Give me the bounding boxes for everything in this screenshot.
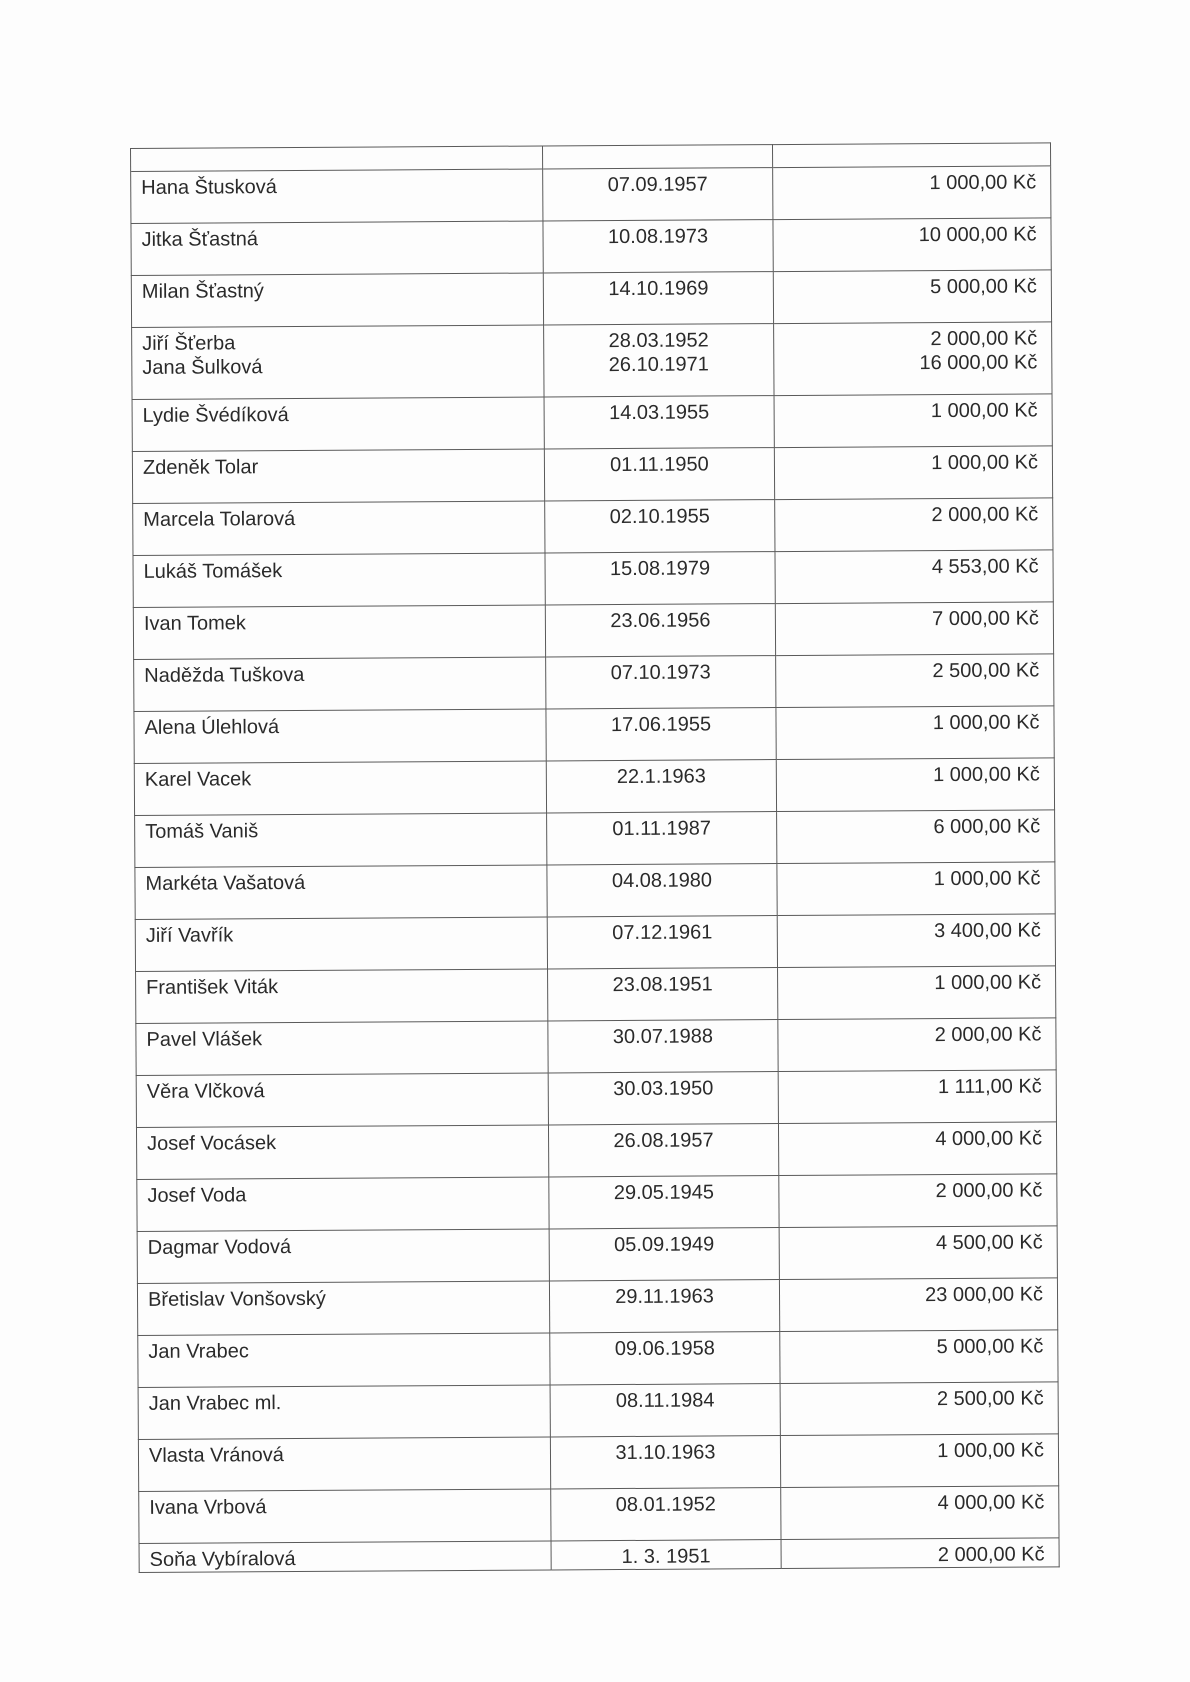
- donor-name-cell: [136, 1021, 548, 1076]
- birth-date-cell: [551, 1540, 781, 1570]
- donor-name-text: Jiří Vavřík: [145, 924, 234, 947]
- donor-name-text: Hana Štusková: [141, 176, 277, 199]
- birth-date-cell: [547, 864, 777, 917]
- donor-name-cell: [137, 1177, 549, 1232]
- donation-amount-text: 2 000,00 Kč: [934, 1023, 1042, 1047]
- donation-amount-text: 2 000,00 Kč: [930, 327, 1038, 351]
- table-row: [132, 394, 1052, 452]
- donor-name-text: Jan Vrabec: [148, 1340, 249, 1363]
- donor-table: [130, 142, 1060, 1573]
- blank-cell: [131, 146, 543, 172]
- donation-amount-cell: [774, 446, 1052, 500]
- donation-amount-text: 2 500,00 Kč: [932, 659, 1040, 683]
- blank-cell: [542, 145, 772, 169]
- donor-name-text: Karel Vacek: [144, 768, 252, 791]
- birth-date-text: 23.06.1956: [610, 609, 711, 633]
- donor-name-cell: [138, 1437, 550, 1492]
- donation-amount-text: 4 000,00 Kč: [935, 1127, 1043, 1151]
- birth-date-text: 01.11.1987: [612, 817, 712, 841]
- birth-date-cell: [544, 324, 774, 397]
- donor-name-text: Jitka Šťastná: [141, 228, 259, 251]
- table-row: [136, 1122, 1056, 1180]
- donation-amount-cell: [777, 810, 1055, 864]
- donation-amount-text: 7 000,00 Kč: [932, 607, 1039, 631]
- donation-amount-cell: [773, 218, 1051, 272]
- donation-amount-text: 23 000,00 Kč: [925, 1283, 1044, 1307]
- donor-name-text: Marcela Tolarová: [143, 507, 296, 531]
- donor-name-text: Vlasta Vránová: [148, 1444, 284, 1467]
- table-row: [137, 1278, 1057, 1336]
- donation-amount-cell: [780, 1434, 1058, 1488]
- donor-name-cell: [133, 501, 545, 556]
- donation-amount-text: 5 000,00 Kč: [930, 275, 1037, 299]
- table-row: [133, 498, 1053, 556]
- birth-date-text: 04.08.1980: [611, 869, 713, 893]
- birth-date-text: 05.09.1949: [614, 1233, 715, 1257]
- donor-name-text: Markéta Vašatová: [145, 871, 306, 895]
- birth-date-text: 1. 3. 1951: [621, 1545, 711, 1569]
- donor-name-cell: [137, 1229, 549, 1284]
- birth-date-cell: [543, 168, 773, 221]
- birth-date-text: 07.12.1961: [612, 921, 713, 945]
- birth-date-cell: [549, 1228, 779, 1281]
- table-row: [133, 550, 1053, 608]
- donor-name-cell: [132, 449, 544, 504]
- donation-amount-cell: [781, 1486, 1059, 1540]
- birth-date-cell: [551, 1488, 781, 1541]
- donor-name-cell: [135, 917, 547, 972]
- birth-date-cell: [544, 448, 774, 501]
- donor-name-cell: [133, 605, 545, 660]
- birth-date-text: 08.11.1984: [615, 1389, 715, 1413]
- birth-date-text: 07.09.1957: [607, 173, 708, 197]
- birth-date-text: 17.06.1955: [610, 713, 712, 737]
- table-row: [135, 810, 1055, 868]
- donation-amount-cell: [773, 166, 1051, 220]
- donation-amount-cell: [775, 550, 1053, 604]
- birth-date-cell: [545, 552, 775, 605]
- donation-amount-text: 1 000,00 Kč: [934, 971, 1042, 995]
- donation-amount-cell: [779, 1278, 1057, 1332]
- donor-name-text: Josef Vocásek: [147, 1132, 277, 1155]
- donation-amount-text: 10 000,00 Kč: [918, 223, 1037, 247]
- table-row: [136, 1070, 1056, 1128]
- donor-name-cell: [134, 709, 546, 764]
- table-row: [131, 270, 1051, 328]
- donation-amount-cell: [779, 1226, 1057, 1280]
- donation-amount-text: 3 400,00 Kč: [933, 919, 1041, 943]
- blank-cell: [772, 143, 1050, 168]
- birth-date-cell: [550, 1384, 780, 1437]
- donation-amount-text: 1 000,00 Kč: [930, 399, 1038, 423]
- donation-amount-text: 6 000,00 Kč: [933, 815, 1041, 839]
- donation-amount-text: 4 000,00 Kč: [937, 1491, 1045, 1515]
- donation-amount-cell: [776, 654, 1054, 708]
- birth-date-text: 15.08.1979: [609, 557, 711, 581]
- donor-name-text: František Viták: [146, 976, 279, 999]
- birth-date-text: 26.10.1971: [608, 353, 709, 377]
- donor-name-text: Milan Šťastný: [141, 280, 264, 303]
- table-row: [137, 1174, 1057, 1232]
- birth-date-text: 08.01.1952: [615, 1493, 716, 1517]
- table-row: [134, 706, 1054, 764]
- donation-amount-text: 4 553,00 Kč: [931, 555, 1039, 579]
- donation-amount-cell: [779, 1174, 1057, 1228]
- donation-amount-cell: [774, 322, 1052, 396]
- birth-date-text: 14.10.1969: [608, 277, 709, 301]
- donor-name-cell: [136, 969, 548, 1024]
- birth-date-text: 14.03.1955: [608, 401, 710, 425]
- donor-name-cell: [134, 761, 546, 816]
- table-row: [135, 862, 1055, 920]
- donation-amount-cell: [775, 498, 1053, 552]
- table-row: [131, 218, 1051, 276]
- birth-date-text: 07.10.1973: [610, 661, 711, 685]
- donor-name-cell: [139, 1489, 551, 1544]
- donor-name-cell: [133, 553, 545, 608]
- donor-name-cell: [138, 1333, 550, 1388]
- donor-name-cell: [136, 1073, 548, 1128]
- table-row: [132, 322, 1052, 400]
- birth-date-text: 02.10.1955: [609, 505, 710, 529]
- donation-amount-cell: [781, 1538, 1059, 1569]
- donor-name-cell: [132, 397, 544, 452]
- donor-name-text: Ivan Tomek: [143, 612, 246, 635]
- birth-date-text: 09.06.1958: [614, 1337, 715, 1361]
- donation-amount-text: 2 000,00 Kč: [935, 1179, 1043, 1203]
- donation-amount-cell: [778, 1018, 1056, 1072]
- birth-date-text: 30.07.1988: [612, 1025, 714, 1049]
- donation-amount-cell: [776, 706, 1054, 760]
- donor-name-text: Jan Vrabec ml.: [148, 1392, 282, 1415]
- donation-amount-text: 1 000,00 Kč: [929, 171, 1037, 195]
- donation-amount-text: 2 000,00 Kč: [931, 503, 1039, 527]
- table-row: [138, 1382, 1058, 1440]
- birth-date-text: 29.11.1963: [615, 1285, 714, 1309]
- table-row: [138, 1330, 1058, 1388]
- birth-date-text: 30.03.1950: [613, 1077, 714, 1101]
- donor-name-cell: [138, 1385, 550, 1440]
- donor-name-text: Lukáš Tomášek: [143, 560, 283, 583]
- donation-amount-text: 1 000,00 Kč: [931, 451, 1039, 475]
- birth-date-text: 29.05.1945: [613, 1181, 715, 1205]
- donation-amount-text: 1 000,00 Kč: [933, 763, 1040, 787]
- donation-amount-cell: [778, 1122, 1056, 1176]
- donor-name-text: Soňa Vybíralová: [149, 1548, 296, 1571]
- donor-name-cell: [135, 813, 547, 868]
- birth-date-cell: [549, 1176, 779, 1229]
- donation-amount-cell: [776, 758, 1054, 812]
- table-row: [139, 1538, 1059, 1573]
- table-row: [139, 1486, 1059, 1544]
- donation-amount-cell: [775, 602, 1053, 656]
- donation-amount-cell: [778, 1070, 1056, 1124]
- birth-date-cell: [547, 916, 777, 969]
- birth-date-cell: [546, 708, 776, 761]
- table-row: [137, 1226, 1057, 1284]
- table-row: [134, 758, 1054, 816]
- table-row: [131, 166, 1051, 224]
- donor-name-text: Jana Šulková: [142, 356, 263, 379]
- table-row: [136, 966, 1056, 1024]
- donation-amount-cell: [778, 966, 1056, 1020]
- birth-date-text: 26.08.1957: [613, 1129, 714, 1153]
- birth-date-cell: [546, 760, 776, 813]
- donation-amount-cell: [777, 914, 1055, 968]
- birth-date-cell: [547, 812, 777, 865]
- donor-name-cell: [135, 865, 547, 920]
- donation-amount-cell: [777, 862, 1055, 916]
- donation-amount-text: 1 000,00 Kč: [937, 1439, 1045, 1463]
- birth-date-text: 28.03.1952: [608, 329, 709, 353]
- birth-date-text: 23.08.1951: [612, 973, 713, 997]
- birth-date-cell: [543, 220, 773, 273]
- donation-amount-cell: [774, 394, 1052, 448]
- donor-name-text: Naděžda Tuškova: [144, 663, 305, 687]
- table-row: [133, 602, 1053, 660]
- donation-amount-text: 1 000,00 Kč: [933, 867, 1041, 891]
- donor-table-body: [131, 143, 1060, 1573]
- donor-name-text: Pavel Vlášek: [146, 1028, 263, 1051]
- donor-name-cell: [134, 657, 546, 712]
- donation-amount-cell: [780, 1330, 1058, 1384]
- donor-name-cell: [131, 273, 543, 328]
- donation-amount-text: 5 000,00 Kč: [936, 1335, 1044, 1359]
- donor-name-text: Ivana Vrbová: [149, 1496, 267, 1519]
- birth-date-text: 22.1.1963: [616, 765, 706, 789]
- table-row: [135, 914, 1055, 972]
- birth-date-cell: [548, 1020, 778, 1073]
- donation-amount-text: 2 000,00 Kč: [937, 1543, 1045, 1567]
- donation-amount-text: 2 500,00 Kč: [936, 1387, 1044, 1411]
- donation-amount-text: 16 000,00 Kč: [919, 351, 1038, 375]
- birth-date-cell: [544, 396, 774, 449]
- donor-name-cell: [131, 221, 543, 276]
- donor-name-cell: [136, 1125, 548, 1180]
- birth-date-cell: [549, 1280, 779, 1333]
- table-row: [134, 654, 1054, 712]
- table-row: [138, 1434, 1058, 1492]
- donation-amount-cell: [780, 1382, 1058, 1436]
- donor-name-cell: [137, 1281, 549, 1336]
- donor-name-text: Věra Vlčková: [146, 1080, 265, 1103]
- donation-amount-cell: [773, 270, 1051, 324]
- donor-name-text: Tomáš Vaniš: [145, 820, 259, 843]
- donor-name-cell: [131, 169, 543, 224]
- donation-amount-text: 1 000,00 Kč: [932, 711, 1040, 735]
- birth-date-cell: [550, 1436, 780, 1489]
- birth-date-text: 01.11.1950: [610, 453, 709, 477]
- birth-date-cell: [548, 1072, 778, 1125]
- birth-date-cell: [545, 500, 775, 553]
- birth-date-cell: [546, 656, 776, 709]
- donor-name-text: Jiří Šťerba: [142, 332, 236, 355]
- donor-name-text: Dagmar Vodová: [147, 1236, 292, 1259]
- table-row: [132, 446, 1052, 504]
- donor-name-text: Břetislav Vonšovský: [147, 1287, 326, 1311]
- birth-date-cell: [543, 272, 773, 325]
- birth-date-text: 10.08.1973: [607, 225, 709, 249]
- birth-date-cell: [545, 604, 775, 657]
- donation-amount-text: 1 111,00 Kč: [937, 1075, 1042, 1099]
- birth-date-text: 31.10.1963: [615, 1441, 716, 1465]
- donation-amount-text: 4 500,00 Kč: [935, 1231, 1043, 1255]
- table-row: [136, 1018, 1056, 1076]
- donor-name-cell: [139, 1541, 551, 1573]
- birth-date-cell: [550, 1332, 780, 1385]
- birth-date-cell: [548, 1124, 778, 1177]
- donor-name-text: Josef Voda: [147, 1184, 247, 1207]
- donor-name-text: Zdeněk Tolar: [142, 456, 259, 479]
- birth-date-cell: [548, 968, 778, 1021]
- donor-name-text: Alena Úlehlová: [144, 716, 280, 739]
- donor-name-text: Lydie Švédíková: [142, 404, 289, 427]
- donor-name-cell: [132, 325, 544, 400]
